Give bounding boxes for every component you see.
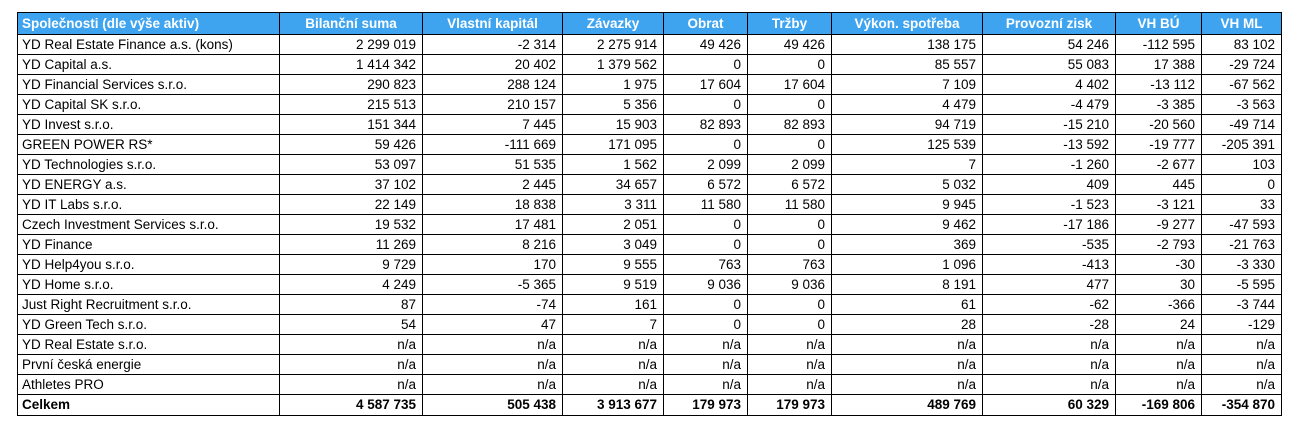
value-cell: -366 (1116, 295, 1202, 315)
column-header: VH ML (1202, 13, 1282, 35)
value-cell: 7 (832, 155, 983, 175)
company-name-cell: GREEN POWER RS* (18, 135, 280, 155)
value-cell: 18 838 (423, 195, 563, 215)
value-cell: 47 (423, 315, 563, 335)
value-cell: n/a (832, 355, 983, 375)
table-body (18, 35, 1282, 416)
table-header (18, 13, 1282, 35)
value-cell: 409 (983, 175, 1116, 195)
value-cell: n/a (1202, 355, 1282, 375)
value-cell: 1 975 (563, 75, 664, 95)
value-cell: 28 (832, 315, 983, 335)
value-cell: n/a (832, 375, 983, 395)
value-cell: 161 (563, 295, 664, 315)
value-cell: 55 083 (983, 55, 1116, 75)
company-name-cell: YD Real Estate Finance a.s. (kons) (18, 35, 280, 55)
value-cell: 5 032 (832, 175, 983, 195)
table-row (18, 155, 1282, 175)
company-name-cell: YD ENERGY a.s. (18, 175, 280, 195)
value-cell: -1 260 (983, 155, 1116, 175)
value-cell: 215 513 (280, 95, 423, 115)
company-name-cell: YD Home s.r.o. (18, 275, 280, 295)
value-cell: -205 391 (1202, 135, 1282, 155)
value-cell: 9 945 (832, 195, 983, 215)
value-cell: 0 (748, 135, 832, 155)
value-cell: -2 793 (1116, 235, 1202, 255)
value-cell: n/a (280, 355, 423, 375)
value-cell: 0 (748, 295, 832, 315)
value-cell: 53 097 (280, 155, 423, 175)
column-header: Závazky (563, 13, 664, 35)
total-value-cell: -169 806 (1116, 395, 1202, 416)
value-cell: n/a (423, 335, 563, 355)
value-cell: n/a (983, 375, 1116, 395)
total-row (18, 395, 1282, 416)
table-row (18, 175, 1282, 195)
company-name-cell: YD Finance (18, 235, 280, 255)
value-cell: 3 049 (563, 235, 664, 255)
value-cell: -21 763 (1202, 235, 1282, 255)
value-cell: 9 462 (832, 215, 983, 235)
value-cell: 0 (664, 215, 748, 235)
value-cell: n/a (423, 355, 563, 375)
total-value-cell: 4 587 735 (280, 395, 423, 416)
company-name-cell: YD Capital SK s.r.o. (18, 95, 280, 115)
company-name-cell: YD Technologies s.r.o. (18, 155, 280, 175)
table-row (18, 295, 1282, 315)
column-header: Výkon. spotřeba (832, 13, 983, 35)
value-cell: 87 (280, 295, 423, 315)
value-cell: 170 (423, 255, 563, 275)
table-row (18, 315, 1282, 335)
value-cell: -20 560 (1116, 115, 1202, 135)
value-cell: n/a (664, 375, 748, 395)
value-cell: -47 593 (1202, 215, 1282, 235)
value-cell: -28 (983, 315, 1116, 335)
value-cell: 103 (1202, 155, 1282, 175)
value-cell: 1 096 (832, 255, 983, 275)
value-cell: n/a (748, 355, 832, 375)
value-cell: -13 592 (983, 135, 1116, 155)
financial-table-container (17, 12, 1281, 416)
value-cell: 763 (664, 255, 748, 275)
value-cell: 4 402 (983, 75, 1116, 95)
value-cell: 85 557 (832, 55, 983, 75)
value-cell: 82 893 (748, 115, 832, 135)
value-cell: 3 311 (563, 195, 664, 215)
company-name-cell: YD Invest s.r.o. (18, 115, 280, 135)
column-header: Vlastní kapitál (423, 13, 563, 35)
value-cell: 6 572 (664, 175, 748, 195)
company-name-cell: YD Financial Services s.r.o. (18, 75, 280, 95)
company-name-cell: Just Right Recruitment s.r.o. (18, 295, 280, 315)
value-cell: 2 445 (423, 175, 563, 195)
value-cell: 9 555 (563, 255, 664, 275)
value-cell: 0 (664, 95, 748, 115)
value-cell: 1 414 342 (280, 55, 423, 75)
value-cell: 82 893 (664, 115, 748, 135)
value-cell: 1 379 562 (563, 55, 664, 75)
value-cell: 9 729 (280, 255, 423, 275)
value-cell: n/a (832, 335, 983, 355)
value-cell: -29 724 (1202, 55, 1282, 75)
value-cell: -5 365 (423, 275, 563, 295)
financial-table (17, 12, 1282, 416)
value-cell: -3 121 (1116, 195, 1202, 215)
value-cell: 8 191 (832, 275, 983, 295)
total-value-cell: -354 870 (1202, 395, 1282, 416)
value-cell: n/a (664, 355, 748, 375)
value-cell: 83 102 (1202, 35, 1282, 55)
value-cell: 17 388 (1116, 55, 1202, 75)
value-cell: 51 535 (423, 155, 563, 175)
company-name-cell: Athletes PRO (18, 375, 280, 395)
value-cell: n/a (983, 355, 1116, 375)
value-cell: 288 124 (423, 75, 563, 95)
total-label-cell: Celkem (18, 395, 280, 416)
value-cell: 477 (983, 275, 1116, 295)
company-name-cell: YD Help4you s.r.o. (18, 255, 280, 275)
value-cell: 0 (748, 95, 832, 115)
value-cell: n/a (1116, 375, 1202, 395)
value-cell: 61 (832, 295, 983, 315)
value-cell: 138 175 (832, 35, 983, 55)
value-cell: 151 344 (280, 115, 423, 135)
value-cell: -17 186 (983, 215, 1116, 235)
company-name-cell: YD IT Labs s.r.o. (18, 195, 280, 215)
value-cell: -49 714 (1202, 115, 1282, 135)
value-cell: 22 149 (280, 195, 423, 215)
value-cell: n/a (280, 375, 423, 395)
value-cell: n/a (1116, 335, 1202, 355)
value-cell: 4 249 (280, 275, 423, 295)
value-cell: 0 (748, 315, 832, 335)
value-cell: 290 823 (280, 75, 423, 95)
value-cell: n/a (1202, 375, 1282, 395)
value-cell: 2 299 019 (280, 35, 423, 55)
value-cell: 0 (748, 55, 832, 75)
value-cell: 0 (664, 295, 748, 315)
value-cell: 37 102 (280, 175, 423, 195)
value-cell: n/a (563, 355, 664, 375)
value-cell: 2 051 (563, 215, 664, 235)
value-cell: -3 385 (1116, 95, 1202, 115)
value-cell: 0 (748, 235, 832, 255)
table-row (18, 95, 1282, 115)
value-cell: 0 (664, 135, 748, 155)
value-cell: -3 563 (1202, 95, 1282, 115)
value-cell: 763 (748, 255, 832, 275)
company-name-cell: YD Capital a.s. (18, 55, 280, 75)
value-cell: 49 426 (664, 35, 748, 55)
column-header: VH BÚ (1116, 13, 1202, 35)
value-cell: 17 604 (664, 75, 748, 95)
value-cell: 445 (1116, 175, 1202, 195)
value-cell: 125 539 (832, 135, 983, 155)
value-cell: 7 (563, 315, 664, 335)
column-header: Tržby (748, 13, 832, 35)
value-cell: 9 036 (664, 275, 748, 295)
value-cell: 7 445 (423, 115, 563, 135)
value-cell: -3 330 (1202, 255, 1282, 275)
header-row (18, 13, 1282, 35)
value-cell: 0 (664, 315, 748, 335)
value-cell: -15 210 (983, 115, 1116, 135)
value-cell: 2 099 (748, 155, 832, 175)
value-cell: -535 (983, 235, 1116, 255)
table-row (18, 135, 1282, 155)
value-cell: 6 572 (748, 175, 832, 195)
value-cell: n/a (983, 335, 1116, 355)
table-row (18, 195, 1282, 215)
value-cell: n/a (1202, 335, 1282, 355)
value-cell: 1 562 (563, 155, 664, 175)
value-cell: 0 (664, 235, 748, 255)
value-cell: 24 (1116, 315, 1202, 335)
value-cell: -2 677 (1116, 155, 1202, 175)
value-cell: -9 277 (1116, 215, 1202, 235)
value-cell: n/a (423, 375, 563, 395)
value-cell: 11 269 (280, 235, 423, 255)
value-cell: -129 (1202, 315, 1282, 335)
value-cell: -2 314 (423, 35, 563, 55)
value-cell: 17 481 (423, 215, 563, 235)
value-cell: 2 099 (664, 155, 748, 175)
value-cell: -74 (423, 295, 563, 315)
value-cell: n/a (563, 375, 664, 395)
value-cell: -112 595 (1116, 35, 1202, 55)
company-name-cell: YD Real Estate s.r.o. (18, 335, 280, 355)
total-value-cell: 179 973 (748, 395, 832, 416)
value-cell: 19 532 (280, 215, 423, 235)
value-cell: -62 (983, 295, 1116, 315)
table-row (18, 235, 1282, 255)
value-cell: 15 903 (563, 115, 664, 135)
company-name-cell: YD Green Tech s.r.o. (18, 315, 280, 335)
value-cell: 54 246 (983, 35, 1116, 55)
value-cell: 210 157 (423, 95, 563, 115)
value-cell: 34 657 (563, 175, 664, 195)
value-cell: 2 275 914 (563, 35, 664, 55)
value-cell: -3 744 (1202, 295, 1282, 315)
value-cell: n/a (748, 335, 832, 355)
value-cell: -5 595 (1202, 275, 1282, 295)
value-cell: 171 095 (563, 135, 664, 155)
value-cell: 49 426 (748, 35, 832, 55)
table-row (18, 355, 1282, 375)
value-cell: 54 (280, 315, 423, 335)
total-value-cell: 3 913 677 (563, 395, 664, 416)
value-cell: 369 (832, 235, 983, 255)
value-cell: -67 562 (1202, 75, 1282, 95)
value-cell: 9 519 (563, 275, 664, 295)
table-row (18, 375, 1282, 395)
value-cell: 17 604 (748, 75, 832, 95)
value-cell: -1 523 (983, 195, 1116, 215)
value-cell: n/a (280, 335, 423, 355)
value-cell: 8 216 (423, 235, 563, 255)
total-value-cell: 179 973 (664, 395, 748, 416)
total-value-cell: 60 329 (983, 395, 1116, 416)
value-cell: 20 402 (423, 55, 563, 75)
value-cell: 0 (1202, 175, 1282, 195)
table-row (18, 55, 1282, 75)
column-header-company: Společnosti (dle výše aktiv) (18, 13, 280, 35)
table-row (18, 255, 1282, 275)
table-row (18, 215, 1282, 235)
value-cell: -19 777 (1116, 135, 1202, 155)
value-cell: 0 (748, 215, 832, 235)
table-row (18, 115, 1282, 135)
value-cell: n/a (748, 375, 832, 395)
company-name-cell: Czech Investment Services s.r.o. (18, 215, 280, 235)
value-cell: 11 580 (664, 195, 748, 215)
value-cell: -13 112 (1116, 75, 1202, 95)
value-cell: n/a (664, 335, 748, 355)
column-header: Obrat (664, 13, 748, 35)
value-cell: 7 109 (832, 75, 983, 95)
value-cell: -30 (1116, 255, 1202, 275)
value-cell: 94 719 (832, 115, 983, 135)
value-cell: 33 (1202, 195, 1282, 215)
company-name-cell: První česká energie (18, 355, 280, 375)
value-cell: -4 479 (983, 95, 1116, 115)
column-header: Provozní zisk (983, 13, 1116, 35)
total-value-cell: 489 769 (832, 395, 983, 416)
table-row (18, 75, 1282, 95)
value-cell: 5 356 (563, 95, 664, 115)
value-cell: 11 580 (748, 195, 832, 215)
value-cell: 9 036 (748, 275, 832, 295)
value-cell: n/a (563, 335, 664, 355)
table-row (18, 35, 1282, 55)
table-row (18, 335, 1282, 355)
column-header: Bilanční suma (280, 13, 423, 35)
value-cell: 4 479 (832, 95, 983, 115)
total-value-cell: 505 438 (423, 395, 563, 416)
table-row (18, 275, 1282, 295)
value-cell: 0 (664, 55, 748, 75)
value-cell: n/a (1116, 355, 1202, 375)
value-cell: 30 (1116, 275, 1202, 295)
value-cell: -413 (983, 255, 1116, 275)
value-cell: -111 669 (423, 135, 563, 155)
value-cell: 59 426 (280, 135, 423, 155)
